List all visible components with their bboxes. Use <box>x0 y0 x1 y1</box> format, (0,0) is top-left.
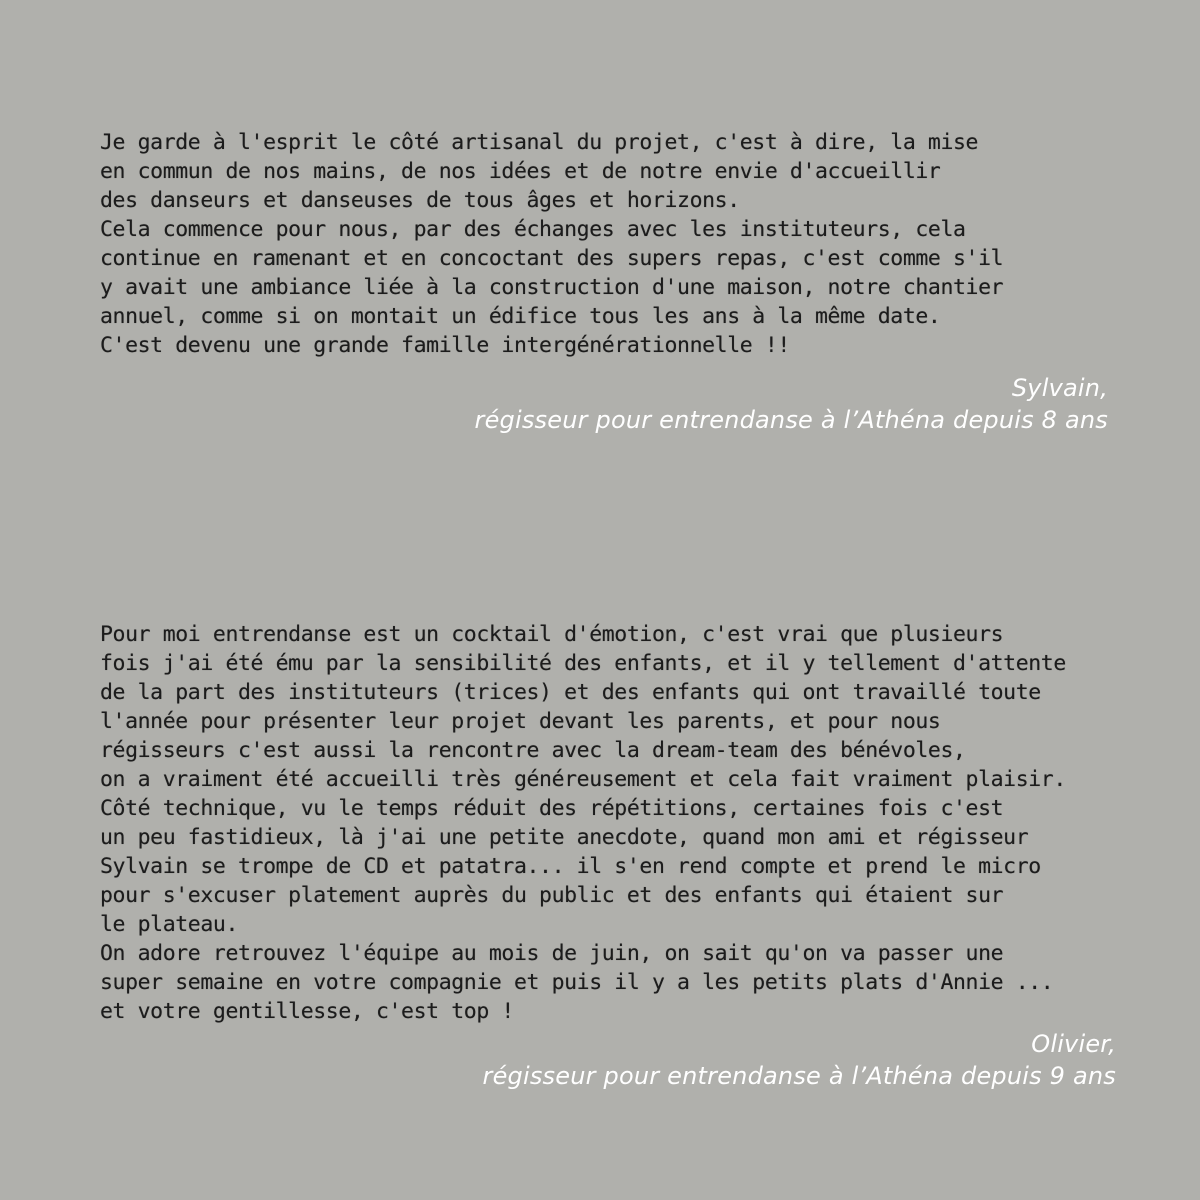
testimonial-line: annuel, comme si on montait un édifice tous les ans à la même date. <box>100 304 941 329</box>
testimonial-line: On adore retrouvez l'équipe au mois de juin, on sait qu'on va passer une <box>100 941 1004 966</box>
testimonial-line: en commun de nos mains, de nos idées et de notre envie d'accueillir <box>100 159 941 184</box>
testimonial-line: on a vraiment été accueilli très généreusement et cela fait vraiment plaisir. <box>100 767 1066 792</box>
signature-sylvain <box>0 372 1108 436</box>
testimonial-line: Cela commence pour nous, par des échanges avec les instituteurs, cela <box>100 217 966 242</box>
testimonial-line: un peu fastidieux, là j'ai une petite anecdote, quand mon ami et régisseur <box>100 825 1029 850</box>
testimonial-line: Pour moi entrendanse est un cocktail d'émotion, c'est vrai que plusieurs <box>100 622 1004 647</box>
testimonial-line: le plateau. <box>100 912 238 937</box>
testimonial-line: et votre gentillesse, c'est top ! <box>100 999 514 1024</box>
signature-name: Sylvain, <box>1011 374 1108 402</box>
testimonial-line: régisseurs c'est aussi la rencontre avec la dream-team des bénévoles, <box>100 738 966 763</box>
testimonial-line: Je garde à l'esprit le côté artisanal du projet, c'est à dire, la mise <box>100 130 979 155</box>
testimonial-sylvain-text <box>100 128 1140 360</box>
testimonial-line: C'est devenu une grande famille intergénérationnelle !! <box>100 333 790 358</box>
testimonial-line: pour s'excuser platement auprès du public et des enfants qui étaient sur <box>100 883 1004 908</box>
testimonial-line: des danseurs et danseuses de tous âges et horizons. <box>100 188 740 213</box>
testimonial-line: Côté technique, vu le temps réduit des répétitions, certaines fois c'est <box>100 796 1004 821</box>
signature-olivier <box>0 1028 1116 1092</box>
testimonial-line: continue en ramenant et en concoctant des supers repas, c'est comme s'il <box>100 246 1004 271</box>
testimonial-line: Sylvain se trompe de CD et patatra... il s'en rend compte et prend le micro <box>100 854 1041 879</box>
signature-name: Olivier, <box>1031 1030 1116 1058</box>
testimonial-line: l'année pour présenter leur projet devant les parents, et pour nous <box>100 709 941 734</box>
signature-role: régisseur pour entrendanse à l’Athéna depuis 9 ans <box>482 1062 1116 1090</box>
testimonial-line: fois j'ai été ému par la sensibilité des enfants, et il y tellement d'attente <box>100 651 1066 676</box>
testimonial-olivier-text <box>100 620 1140 1026</box>
signature-role: régisseur pour entrendanse à l’Athéna depuis 8 ans <box>474 406 1108 434</box>
testimonial-line: y avait une ambiance liée à la construction d'une maison, notre chantier <box>100 275 1004 300</box>
testimonial-line: de la part des instituteurs (trices) et des enfants qui ont travaillé toute <box>100 680 1041 705</box>
testimonial-line: super semaine en votre compagnie et puis il y a les petits plats d'Annie ... <box>100 970 1054 995</box>
